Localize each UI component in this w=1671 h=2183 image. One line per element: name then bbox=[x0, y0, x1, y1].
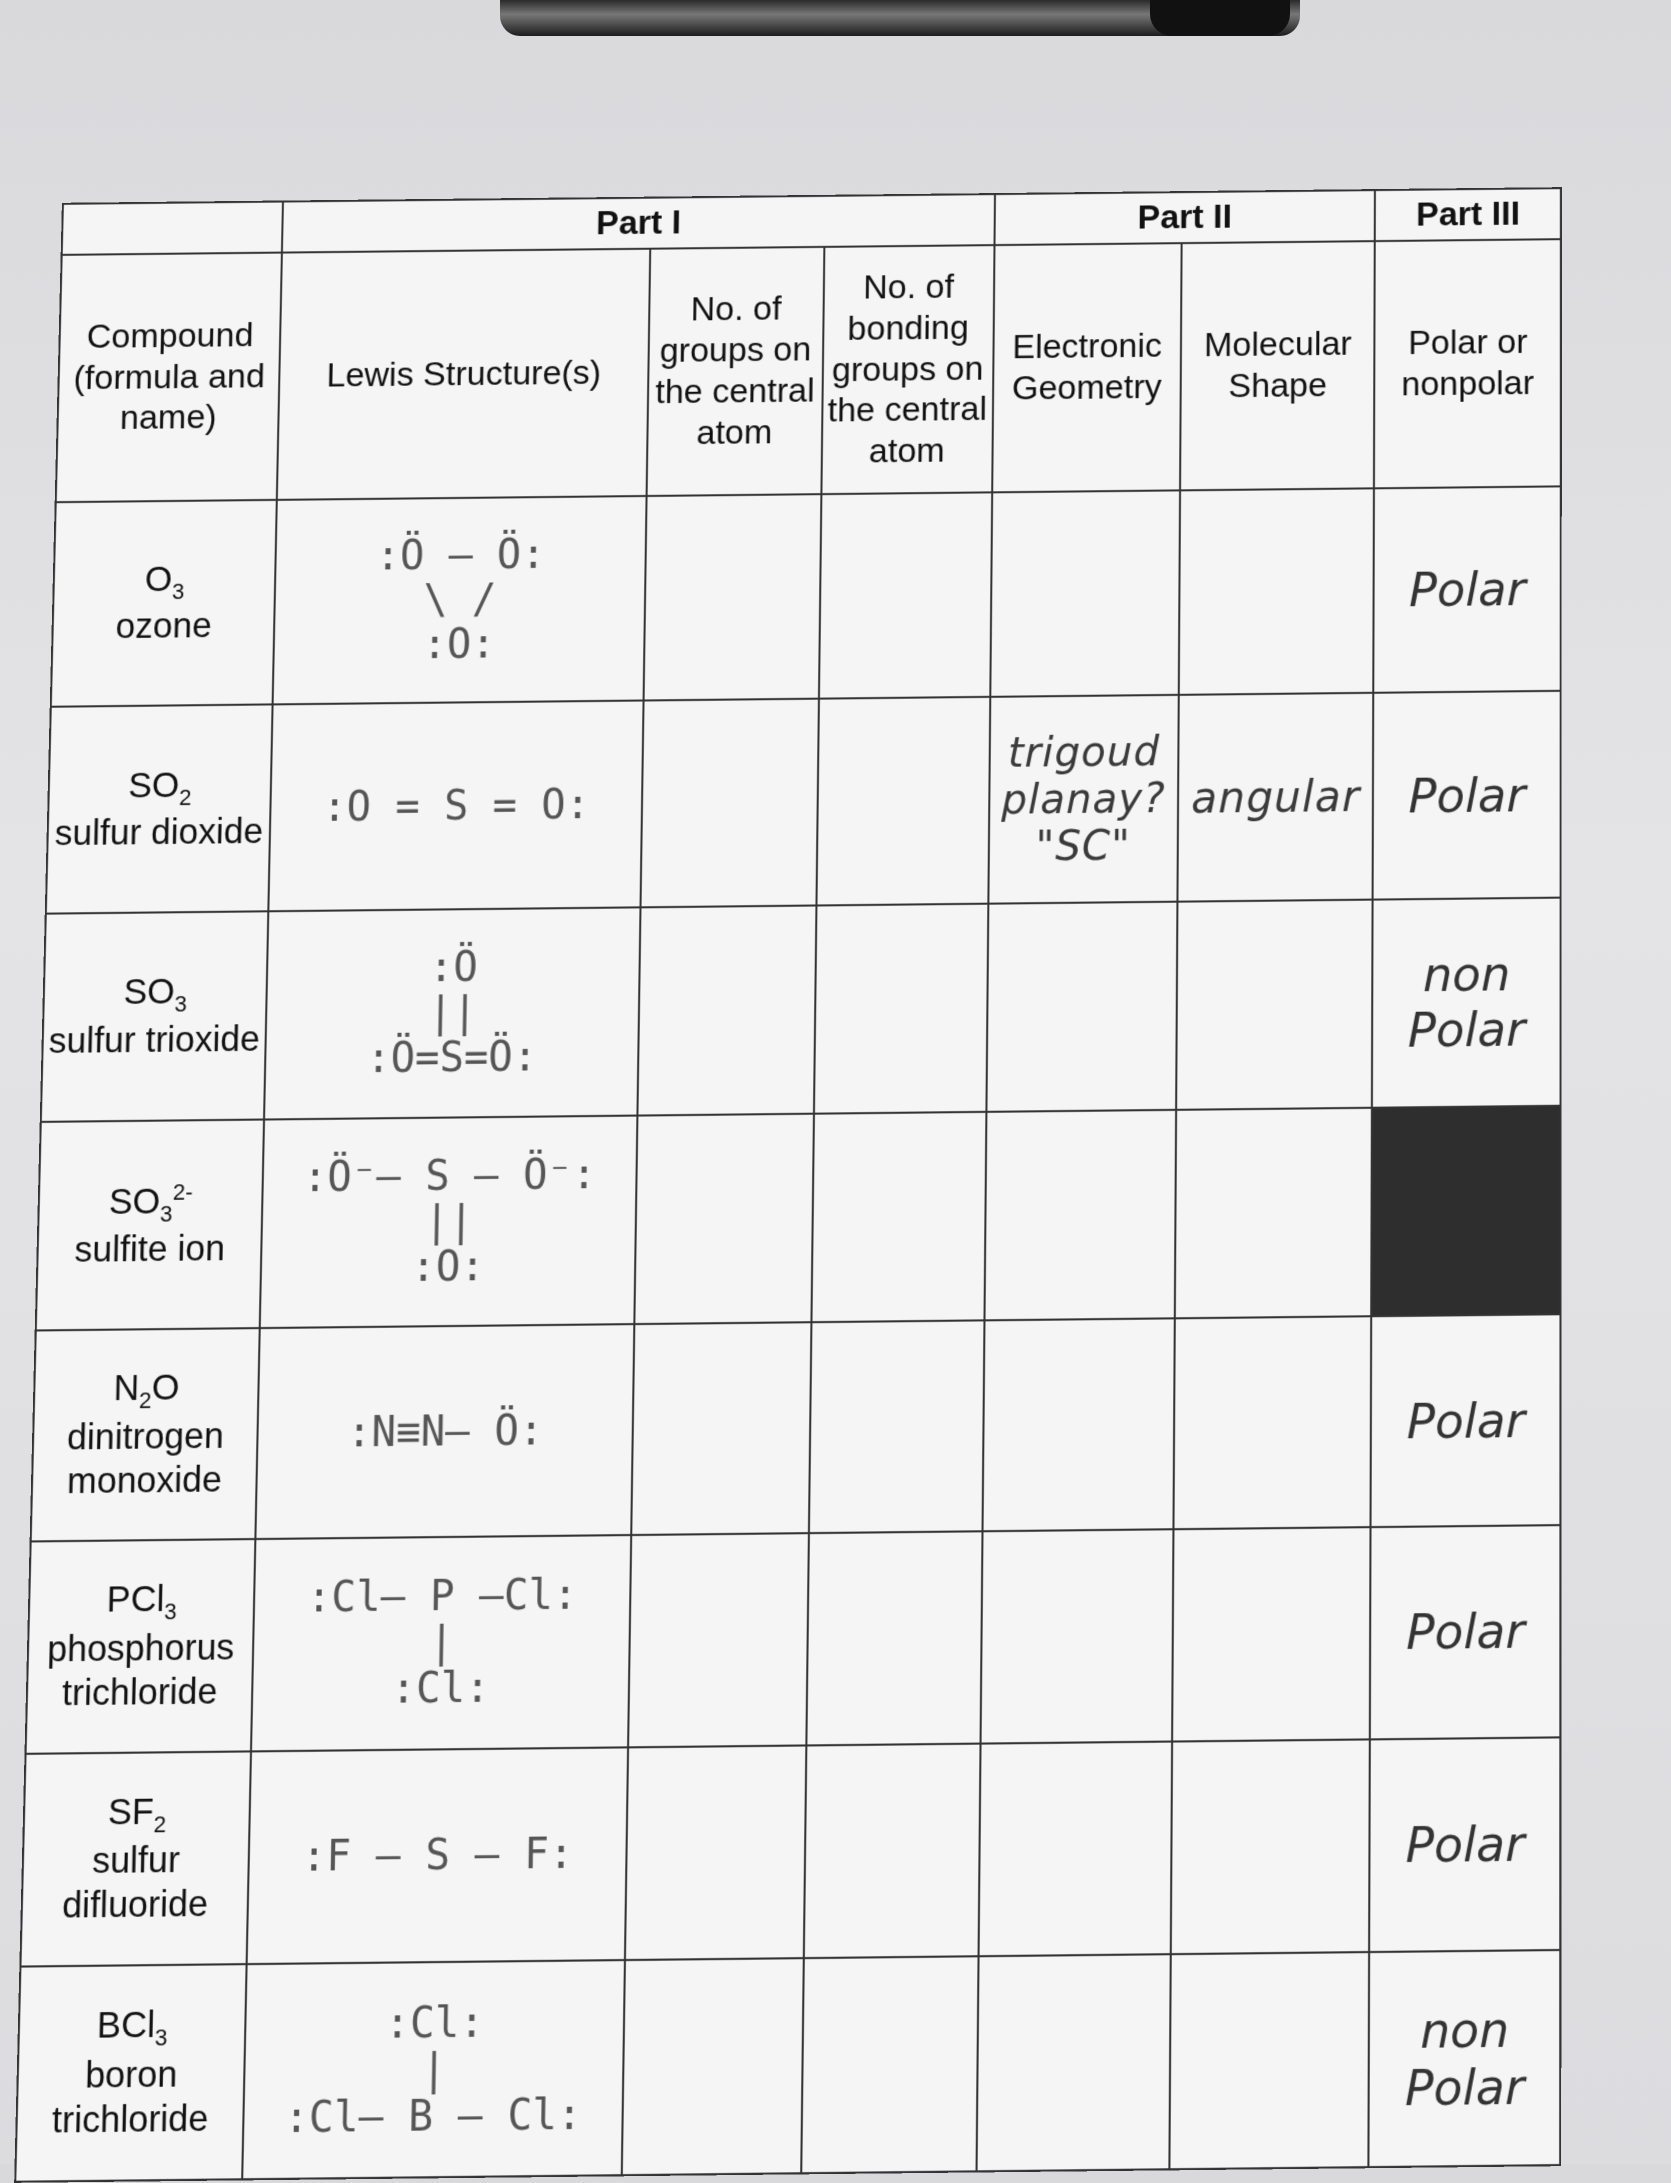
lewis-structure-line: :Cl: bbox=[390, 1664, 491, 1714]
compound-name: boron trichloride bbox=[51, 2053, 209, 2141]
compound-name: sulfur difluoride bbox=[61, 1839, 209, 1927]
compound-formula bbox=[48, 970, 262, 1020]
compound-row bbox=[31, 1315, 1561, 1542]
column-header-row bbox=[56, 239, 1561, 502]
formula-base: PCl bbox=[106, 1578, 165, 1621]
compound-header: Compound (formula and name) bbox=[56, 253, 283, 502]
lewis-structure-line: | bbox=[428, 1618, 455, 1668]
compound-cell bbox=[20, 1751, 251, 1967]
lewis-structure-cell bbox=[260, 1115, 637, 1328]
pen-cap bbox=[1150, 0, 1290, 36]
groups-cell[interactable] bbox=[643, 494, 821, 701]
formula-base: SF bbox=[107, 1791, 155, 1833]
compound-row bbox=[20, 1737, 1560, 1967]
part-i-header: Part I bbox=[282, 194, 994, 253]
molecular-shape-cell[interactable] bbox=[1171, 1739, 1370, 1954]
compound-row bbox=[15, 1950, 1560, 2181]
compound-formula bbox=[29, 1789, 246, 1840]
compound-formula bbox=[23, 2003, 241, 2054]
lewis-structure-line: :O = S = O: bbox=[322, 781, 591, 831]
lewis-structure-cell bbox=[264, 907, 640, 1119]
lewis-structure-cell bbox=[247, 1747, 628, 1964]
polarity-cell[interactable]: Polar bbox=[1371, 1315, 1561, 1528]
bonding-groups-cell[interactable] bbox=[801, 1957, 978, 2174]
molecular-shape-cell[interactable] bbox=[1174, 1317, 1372, 1530]
bonding-groups-cell[interactable] bbox=[813, 904, 987, 1114]
groups-cell[interactable] bbox=[625, 1745, 806, 1960]
compound-formula bbox=[39, 1366, 254, 1416]
worksheet-table bbox=[14, 187, 1562, 2183]
molecular-shape-header: Molecular Shape bbox=[1180, 241, 1375, 490]
groups-cell[interactable] bbox=[628, 1533, 809, 1747]
bonding-groups-cell[interactable] bbox=[808, 1321, 984, 1533]
groups-header: No. of groups on the central atom bbox=[646, 247, 824, 496]
compound-name: sulfur dioxide bbox=[54, 811, 264, 854]
polarity-header: Polar or nonpolar bbox=[1374, 239, 1561, 488]
bonding-groups-cell[interactable] bbox=[811, 1112, 986, 1323]
compound-row bbox=[26, 1525, 1561, 1753]
electronic-geometry-header: Electronic Geometry bbox=[992, 243, 1182, 492]
molecular-shape-cell[interactable] bbox=[1172, 1527, 1371, 1741]
groups-cell[interactable] bbox=[634, 1113, 814, 1324]
groups-cell[interactable] bbox=[621, 1958, 803, 2175]
compound-name: sulfite ion bbox=[74, 1227, 226, 1270]
lewis-structure-cell bbox=[251, 1535, 630, 1751]
compound-row bbox=[46, 691, 1561, 913]
compound-row bbox=[36, 1105, 1561, 1330]
formula-superscript: 2- bbox=[172, 1178, 194, 1205]
formula-subscript: 2 bbox=[178, 784, 192, 810]
compound-formula bbox=[53, 763, 266, 812]
lewis-structure-line: :O: bbox=[410, 1242, 486, 1292]
compound-formula bbox=[58, 557, 271, 606]
polarity-cell[interactable]: Polar bbox=[1370, 1737, 1561, 1952]
compound-row bbox=[51, 486, 1561, 707]
polarity-cell[interactable]: Polar bbox=[1374, 486, 1561, 693]
compound-row bbox=[41, 898, 1561, 1122]
bonding-groups-cell[interactable] bbox=[803, 1743, 980, 1958]
bonding-groups-cell[interactable] bbox=[818, 492, 991, 699]
electronic-geometry-cell[interactable] bbox=[990, 490, 1180, 697]
blank-corner bbox=[62, 202, 284, 256]
lewis-structure-line: :Ö — Ö: bbox=[375, 531, 546, 580]
compound-cell bbox=[15, 1964, 247, 2181]
lewis-structure-line: || bbox=[427, 989, 478, 1038]
formula-base: BCl bbox=[96, 2004, 156, 2047]
lewis-structure-line: :N≡N— Ö: bbox=[346, 1406, 544, 1457]
lewis-structure-cell bbox=[273, 496, 646, 705]
electronic-geometry-cell[interactable] bbox=[984, 1110, 1176, 1321]
lewis-structure-cell bbox=[256, 1324, 634, 1539]
electronic-geometry-cell[interactable] bbox=[982, 1319, 1175, 1532]
lewis-structure-line: :Cl— B — Cl: bbox=[283, 2090, 583, 2143]
polarity-cell[interactable]: Polar bbox=[1373, 691, 1561, 899]
lewis-structure-cell bbox=[269, 701, 643, 911]
lewis-structure-line: :F — S — F: bbox=[301, 1829, 574, 1882]
lewis-structure-line: \ / bbox=[423, 576, 497, 624]
bonding-groups-cell[interactable] bbox=[806, 1531, 982, 1745]
molecular-shape-cell[interactable] bbox=[1175, 1107, 1372, 1318]
molecular-shape-cell[interactable] bbox=[1179, 488, 1374, 695]
formula-subscript: 3 bbox=[163, 1598, 177, 1625]
lewis-structure-line: || bbox=[423, 1197, 474, 1246]
compound-formula bbox=[34, 1577, 250, 1628]
formula-subscript: 3 bbox=[174, 991, 188, 1017]
lewis-structure-line: :O: bbox=[422, 621, 496, 669]
formula-base: SO bbox=[123, 971, 176, 1013]
polarity-cell[interactable]: non Polar bbox=[1369, 1950, 1560, 2167]
lewis-header: Lewis Structure(s) bbox=[277, 249, 650, 500]
polarity-cell[interactable]: Polar bbox=[1370, 1525, 1560, 1739]
lewis-structure-line: :Ö⁻— S — Ö⁻: bbox=[302, 1151, 597, 1202]
compound-name: ozone bbox=[115, 605, 213, 647]
formula-tail: O bbox=[151, 1367, 181, 1409]
compound-name: dinitrogen monoxide bbox=[66, 1415, 225, 1502]
electronic-geometry-cell[interactable] bbox=[986, 902, 1178, 1112]
formula-subscript: 3 bbox=[171, 578, 185, 604]
groups-cell[interactable] bbox=[640, 699, 818, 907]
lewis-structure-cell bbox=[243, 1960, 625, 2179]
compound-cell bbox=[26, 1539, 256, 1753]
lewis-structure-line: | bbox=[421, 2045, 447, 2095]
compound-cell bbox=[46, 705, 273, 914]
formula-subscript: 3 bbox=[159, 1199, 173, 1226]
electronic-geometry-cell[interactable] bbox=[978, 1741, 1172, 1956]
compound-cell bbox=[31, 1328, 260, 1541]
electronic-geometry-cell[interactable]: trigoud planay? "SC" bbox=[988, 695, 1179, 903]
formula-base: N bbox=[113, 1368, 140, 1409]
bonding-groups-header: No. of bonding groups on the central atom bbox=[821, 245, 994, 494]
formula-subscript: 2 bbox=[138, 1387, 152, 1414]
compound-cell bbox=[51, 500, 277, 708]
formula-subscript: 2 bbox=[153, 1810, 167, 1838]
groups-cell[interactable] bbox=[637, 906, 816, 1116]
compound-name: phosphorus trichloride bbox=[46, 1626, 235, 1714]
lewis-structure-line: :Ö=S=Ö: bbox=[365, 1033, 538, 1083]
bonding-groups-cell[interactable] bbox=[816, 697, 990, 905]
part-ii-header: Part II bbox=[994, 190, 1375, 245]
compound-name: sulfur trioxide bbox=[48, 1018, 261, 1061]
worksheet bbox=[14, 187, 1562, 2183]
electronic-geometry-cell[interactable] bbox=[980, 1529, 1173, 1743]
polarity-cell-shaded bbox=[1372, 1105, 1561, 1316]
formula-base: O bbox=[144, 559, 173, 600]
electronic-geometry-cell[interactable] bbox=[976, 1954, 1171, 2171]
compound-formula bbox=[43, 1178, 258, 1229]
part-iii-header: Part III bbox=[1375, 188, 1561, 241]
compound-cell bbox=[41, 911, 269, 1121]
formula-base: SO bbox=[127, 764, 180, 806]
groups-cell[interactable] bbox=[631, 1323, 811, 1535]
compound-cell bbox=[36, 1119, 265, 1331]
formula-base: SO bbox=[108, 1180, 161, 1222]
lewis-structure-line: :Cl: bbox=[384, 1998, 485, 2048]
molecular-shape-cell[interactable] bbox=[1176, 900, 1373, 1110]
lewis-structure-line: :Ö bbox=[428, 944, 479, 992]
molecular-shape-cell[interactable]: angular bbox=[1178, 693, 1374, 902]
formula-subscript: 3 bbox=[154, 2024, 168, 2052]
molecular-shape-cell[interactable] bbox=[1170, 1952, 1370, 2169]
lewis-structure-line: :Cl— P —Cl: bbox=[306, 1571, 578, 1623]
polarity-cell[interactable]: non Polar bbox=[1372, 898, 1560, 1108]
